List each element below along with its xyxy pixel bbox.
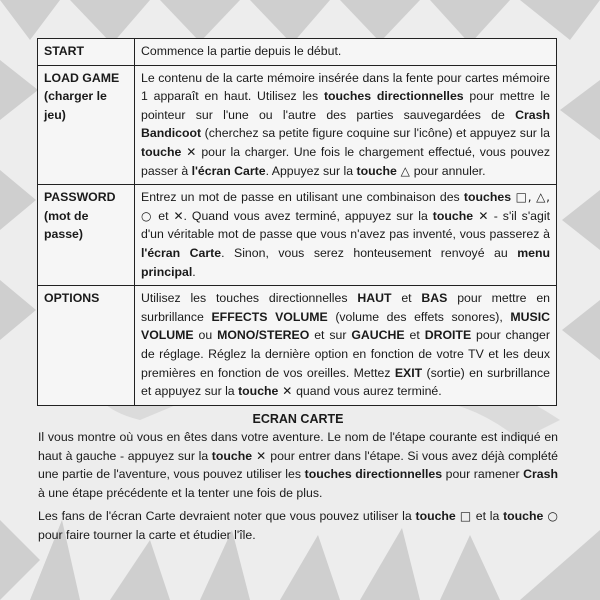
- bold-term: GAUCHE: [351, 328, 405, 343]
- text-run: et: [404, 328, 425, 343]
- text-run: et sur: [309, 328, 352, 343]
- text-run: Utilisez les touches directionnelles: [141, 291, 358, 306]
- bold-term: MUSIC VOLUME: [141, 309, 551, 343]
- text-run: Commence la partie depuis le début.: [141, 44, 342, 58]
- text-run: - s'il s'agit d'un véritable mot de passe que vous n'avez pas inventé, vous passerez à: [141, 208, 550, 242]
- bold-term: BAS: [421, 291, 448, 306]
- text-run: et: [391, 291, 422, 306]
- text-run: . Quand vous avez terminé, appuyez sur la: [183, 208, 433, 223]
- bold-term: EFFECTS VOLUME: [211, 309, 328, 324]
- text-run: et: [158, 208, 174, 223]
- text-run: pour ramener: [442, 467, 524, 482]
- menu-option-row: [38, 286, 557, 406]
- bold-term: touche: [141, 144, 182, 159]
- text-run: ou: [193, 328, 218, 343]
- text-run: Le contenu de la carte mémoire insérée dans la fente pour cartes mémoire 1 apparaît en haut. Utilisez les: [141, 70, 550, 104]
- option-description: [135, 39, 557, 66]
- bold-term: touches directionnelles: [304, 467, 443, 482]
- button-symbol-icon: □, △, ○: [141, 190, 550, 223]
- text-run: pour mettre en surbrillance: [141, 291, 551, 324]
- menu-option-row: [38, 65, 557, 185]
- option-name: LOAD GAME (charger le jeu): [38, 65, 135, 185]
- bold-term: touche: [356, 163, 397, 178]
- menu-options-table: [37, 38, 557, 406]
- bold-term: Crash: [523, 467, 558, 482]
- section-paragraph: [38, 428, 558, 502]
- bold-term: touche: [503, 509, 544, 524]
- section-paragraph: [38, 507, 558, 544]
- option-name: OPTIONS: [38, 286, 135, 406]
- option-description: [135, 185, 557, 286]
- text-run: Les fans de l'écran Carte devraient noter que vous pouvez utiliser la: [38, 509, 416, 524]
- bold-term: touches directionnelles: [323, 89, 464, 104]
- text-run: pour la charger. Une fois le chargement effectué, vous pouvez passer à: [141, 144, 551, 178]
- button-symbol-icon: □: [455, 509, 476, 524]
- bold-term: menu principal: [141, 245, 551, 279]
- bold-term: touche: [432, 208, 474, 223]
- option-name: PASSWORD (mot de passe): [38, 185, 135, 286]
- button-symbol-icon: ✕: [173, 208, 184, 223]
- text-run: et la: [475, 509, 504, 524]
- bold-term: touche: [415, 509, 456, 524]
- button-symbol-icon: ✕: [473, 208, 494, 223]
- menu-option-row: [38, 185, 557, 286]
- text-run: Entrez un mot de passe en utilisant une combinaison des: [141, 190, 464, 205]
- text-run: pour annuler.: [413, 163, 486, 178]
- section-paragraphs: [38, 428, 558, 545]
- text-run: pour changer de réglage. Réglez la dernière option en fonction de votre TV et les deux premières en fonction de vos oreilles. Mettez: [141, 328, 550, 380]
- text-run: .: [192, 264, 196, 279]
- bold-term: touche: [211, 448, 253, 463]
- text-run: à une étape précédente et la tenter une fois de plus.: [38, 485, 323, 500]
- section-title: ECRAN CARTE: [252, 412, 344, 426]
- bold-term: touche: [238, 384, 279, 399]
- text-run: Il vous montre où vous en êtes dans votre aventure. Le nom de l'étape courante est indiqué en haut à gauche - appuyez sur la: [38, 430, 558, 463]
- button-symbol-icon: ✕: [278, 384, 297, 399]
- menu-option-row: [38, 39, 557, 66]
- text-run: (volume des effets sonores),: [327, 309, 511, 324]
- bold-term: l'écran Carte: [141, 245, 222, 260]
- bold-term: EXIT: [394, 365, 423, 380]
- button-symbol-icon: △: [396, 163, 414, 178]
- option-name: START: [38, 39, 135, 66]
- option-description: [135, 65, 557, 185]
- button-symbol-icon: ✕: [181, 144, 202, 159]
- text-run: (cherchez sa petite figure coquine sur l'icône) et appuyez sur la: [201, 126, 550, 141]
- text-run: (sortie) en surbrillance et appuyez sur la: [141, 365, 550, 399]
- text-run: pour faire tourner la carte et étudier l'île.: [38, 527, 256, 542]
- bold-term: HAUT: [357, 291, 392, 306]
- map-screen-section: [38, 412, 558, 550]
- bold-term: touches: [463, 190, 512, 205]
- text-run: pour entrer dans l'étape. Si vous avez déjà complété une partie de l'aventure, vous pouvez utiliser les: [38, 448, 558, 482]
- bold-term: Crash Bandicoot: [141, 107, 550, 141]
- text-run: quand vous aurez terminé.: [296, 384, 442, 399]
- text-run: pour mettre le pointeur sur l'une ou l'autre des parties sauvegardées de: [141, 89, 550, 122]
- text-run: . Appuyez sur la: [265, 163, 357, 178]
- option-description: [135, 286, 557, 406]
- bold-term: MONO/STEREO: [217, 328, 310, 343]
- text-run: . Sinon, vous serez honteusement renvoyé au: [221, 245, 518, 260]
- bold-term: l'écran Carte: [191, 163, 266, 178]
- bold-term: DROITE: [424, 328, 472, 343]
- button-symbol-icon: ✕: [252, 448, 271, 463]
- button-symbol-icon: ○: [543, 509, 558, 524]
